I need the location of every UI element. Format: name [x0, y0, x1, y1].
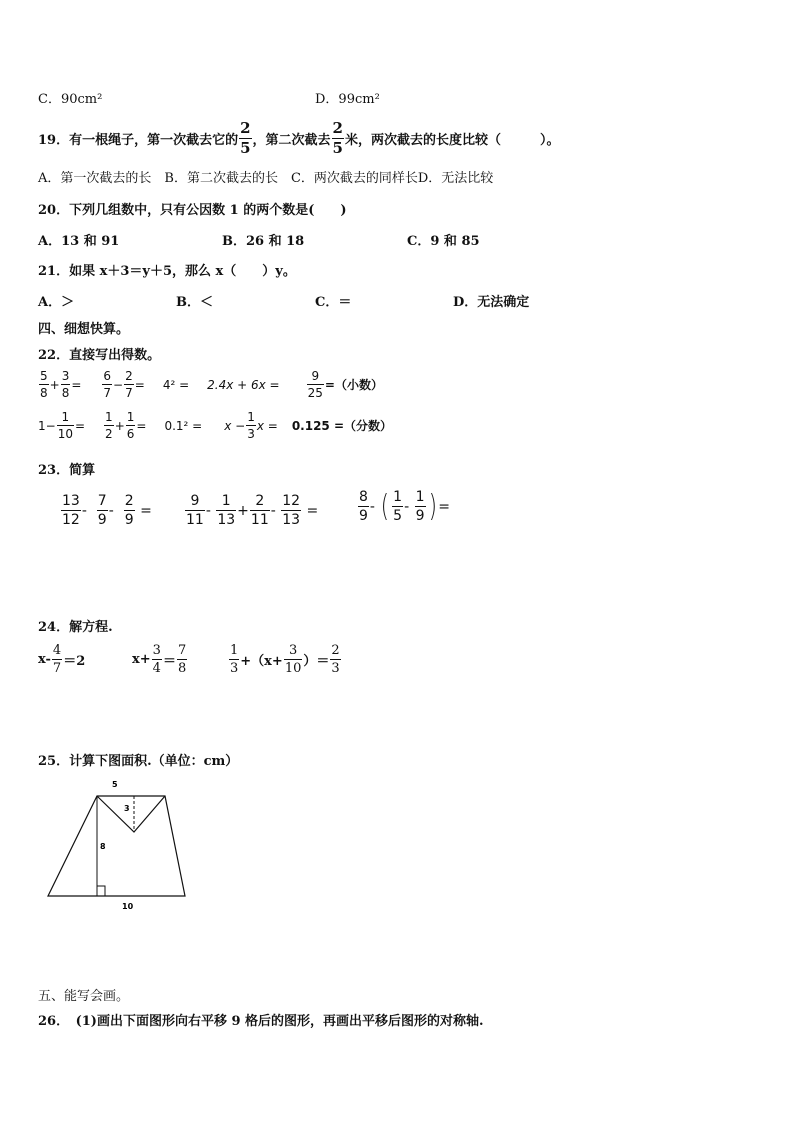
fraction: $\frac{2}{5}$	[332, 119, 343, 157]
question-21: 21．如果 x＋3＝y＋5，那么 x（ ）y。	[38, 264, 296, 279]
option-a: A．13 和 91	[38, 234, 120, 249]
equation-3: $\frac{1}{3}$ +（x+ $\frac{3}{10}$ ）＝ $\frac{2}{3}$	[230, 643, 340, 676]
q19-mid: ，第二次截去	[252, 133, 331, 148]
option-d: D．99cm²	[315, 92, 380, 107]
option-c: C．90cm²	[38, 92, 103, 107]
q22-row-2: 1− $\frac{1}{10}$ = $\frac{1}{2}$ + $\frac{1}{6}$ = 0.1² = x − $\frac{1}{3}$ x = 0.125 =（分数）	[38, 410, 393, 441]
question-25: 25．计算下图面积.（单位：cm）	[38, 754, 239, 769]
q19-prefix: 19．有一根绳子，第一次截去它的	[38, 133, 239, 148]
label-inner: 3	[124, 804, 130, 813]
label-top: 5	[112, 780, 118, 789]
question-26: 26． (1)画出下面图形向右平移 9 格后的图形，再画出平移后图形的对称轴.	[38, 1014, 484, 1029]
option-c: C．＝	[315, 295, 352, 310]
q23-expr-1: $\frac{13}{12}$ - $\frac{7}{9}$ - $\frac{2}{9}$ =	[62, 493, 152, 528]
trapezoid-figure	[40, 775, 200, 915]
section-heading: 五、能写会画。	[38, 989, 130, 1004]
question-22: 22．直接写出得数。	[38, 348, 161, 363]
section-heading: 四、细想快算。	[38, 322, 130, 337]
equation-1: x- $\frac{4}{7}$ ＝2	[38, 643, 86, 676]
question-24: 24．解方程.	[38, 620, 113, 635]
option-b: B．26 和 18	[222, 234, 305, 249]
q23-expr-3: $\frac{8}{9}$ - ( $\frac{1}{5}$ - $\frac{1}{9}$ ) =	[359, 488, 450, 524]
q19-options: A．第一次截去的长 B．第二次截去的长 C．两次截去的同样长D．无法比较	[38, 171, 494, 186]
question-23: 23．简算	[38, 463, 96, 478]
label-height: 8	[100, 842, 106, 851]
equation-2: x+ $\frac{3}{4}$ ＝ $\frac{7}{8}$	[132, 643, 187, 676]
option-c: C．9 和 85	[407, 234, 480, 249]
q22-row-1: $\frac{5}{8}$ + $\frac{3}{8}$ = $\frac{6}{7}$ − $\frac{2}{7}$ = 4² = 2.4x + 6x = $\frac{9}{25}$ =（小数）	[40, 369, 383, 400]
q23-expr-2: $\frac{9}{11}$ - $\frac{1}{13}$ + $\frac{2}{11}$ - $\frac{12}{13}$ =	[186, 493, 319, 528]
fraction: $\frac{2}{5}$	[240, 119, 251, 157]
right-angle-mark	[97, 886, 105, 896]
q19-suffix: 米，两次截去的长度比较（ ）。	[344, 133, 560, 148]
question-20: 20．下列几组数中，只有公因数 1 的两个数是( )	[38, 203, 347, 218]
option-a: A．＞	[38, 295, 75, 310]
option-b: B．＜	[176, 295, 213, 310]
option-d: D．无法确定	[453, 295, 530, 310]
question-19	[38, 121, 560, 156]
trapezoid-outline	[48, 796, 185, 896]
notch-triangle	[97, 796, 165, 832]
label-base: 10	[122, 902, 134, 911]
